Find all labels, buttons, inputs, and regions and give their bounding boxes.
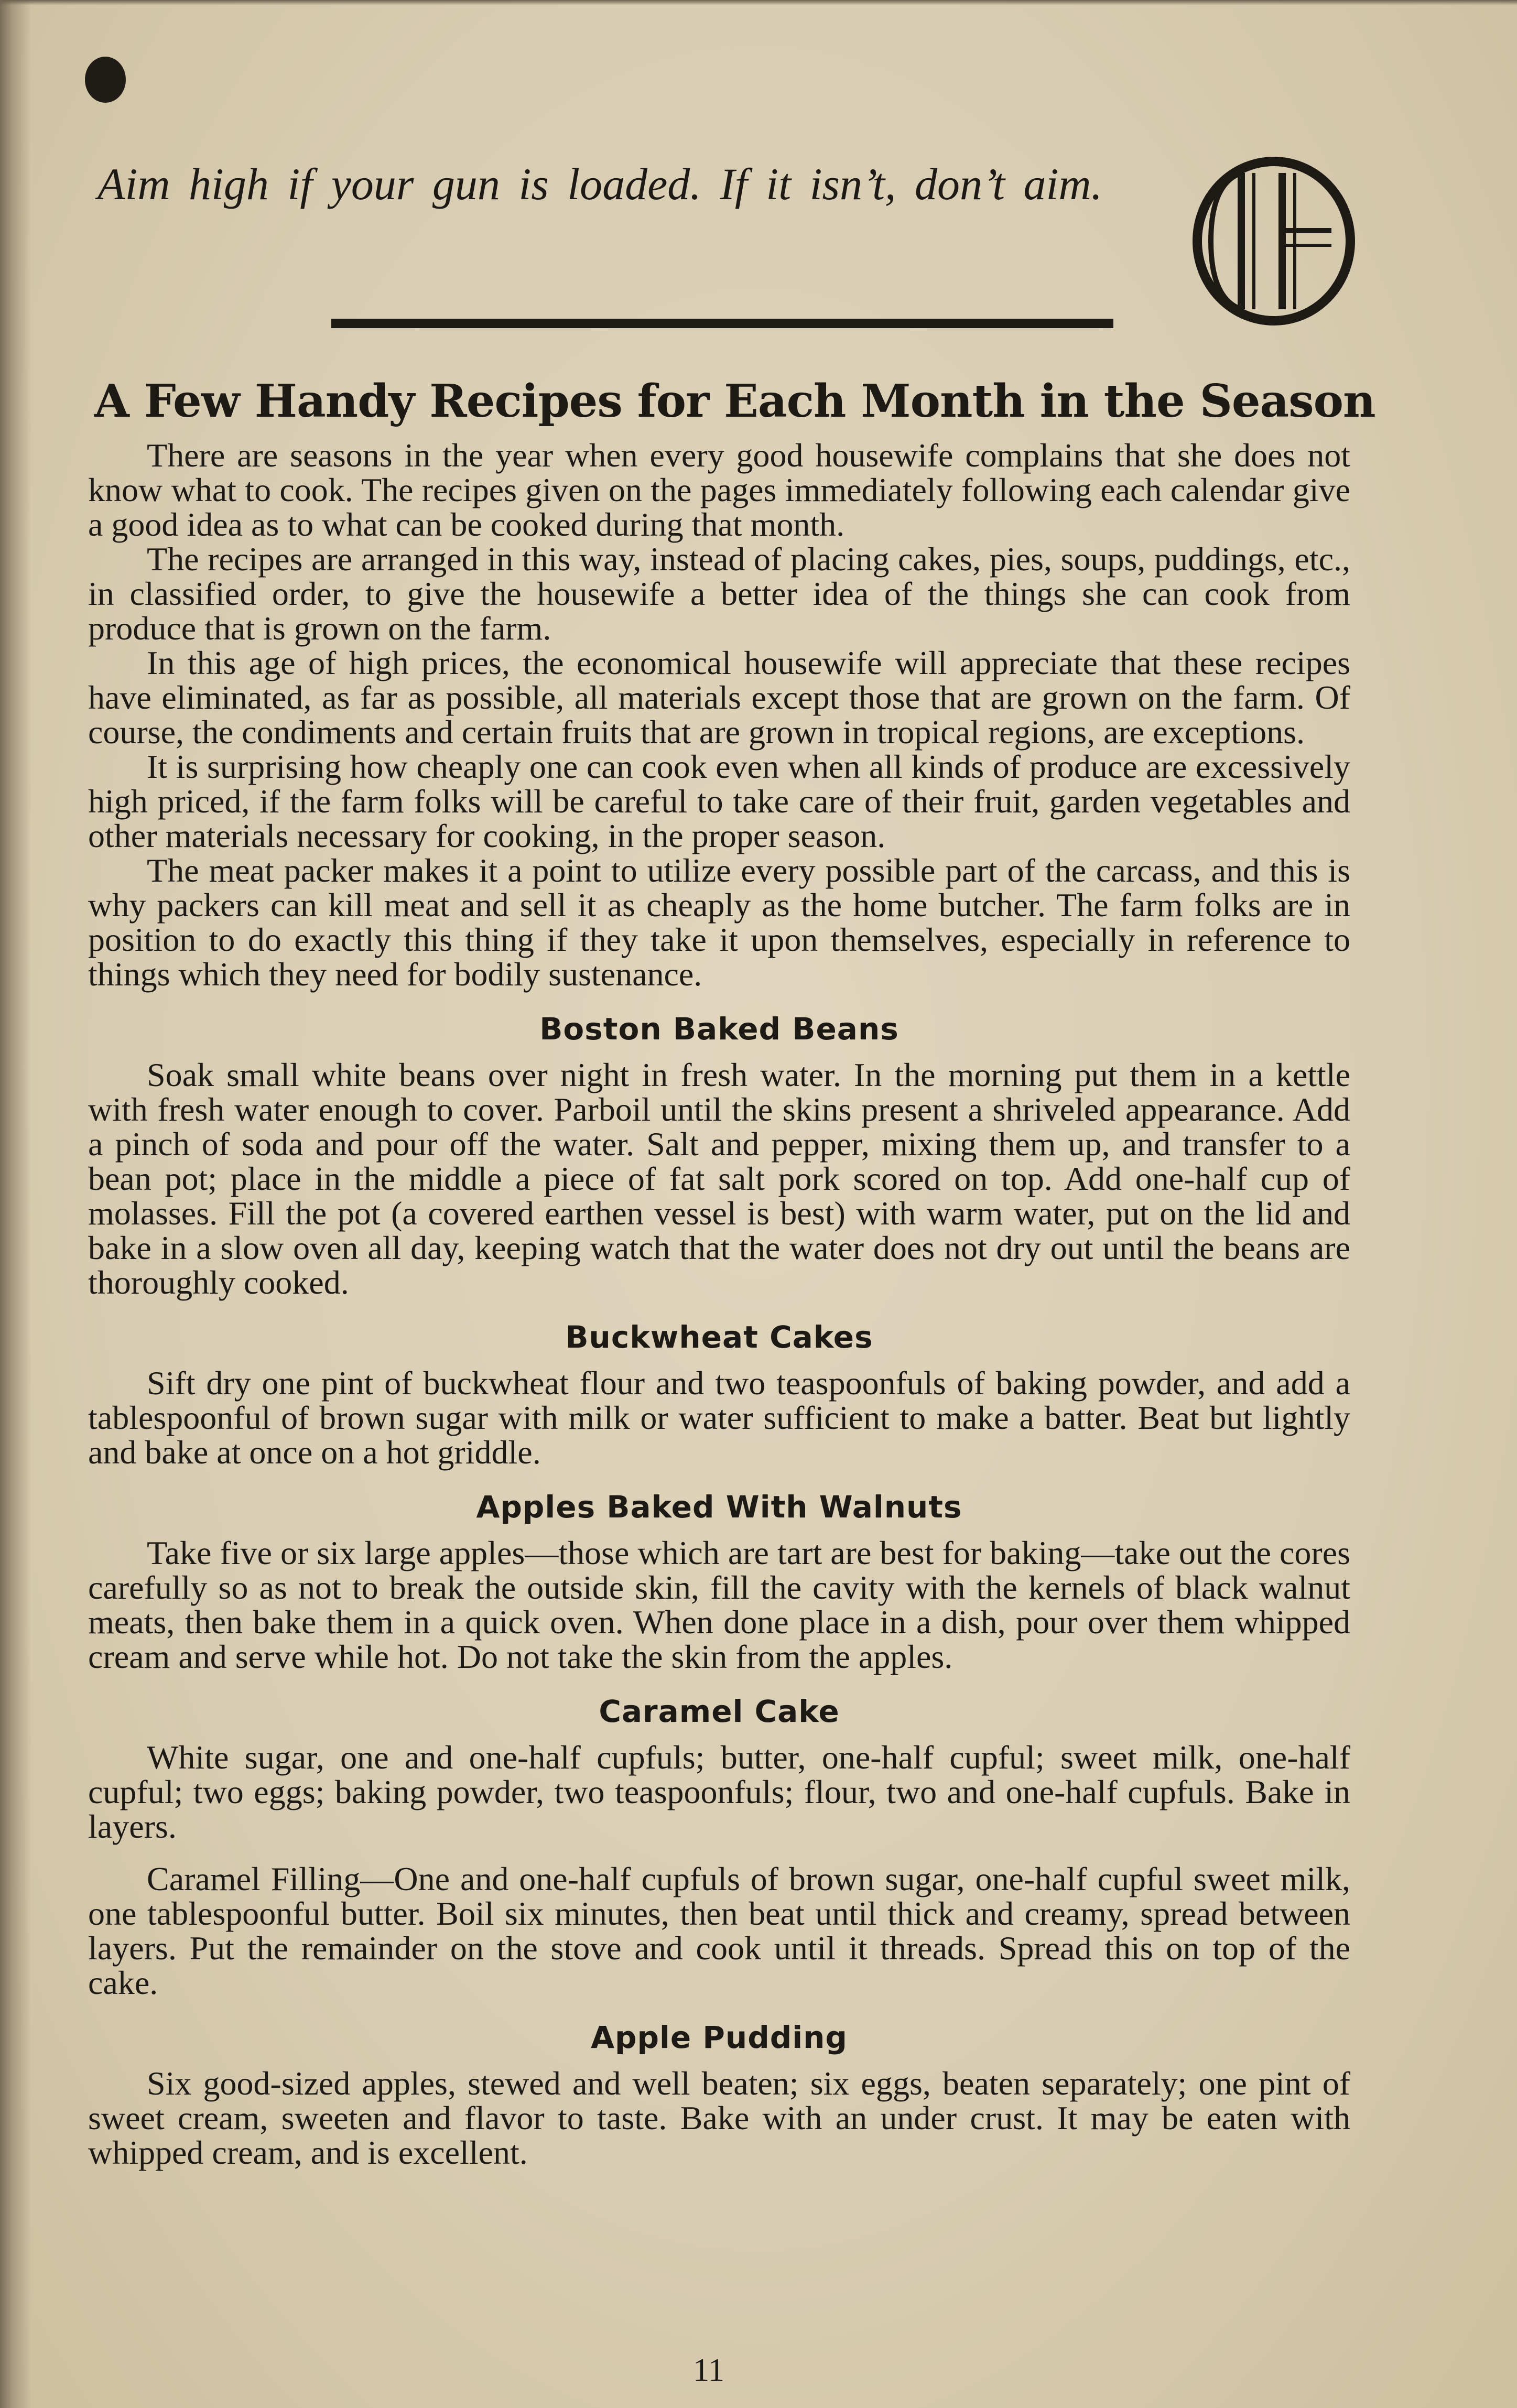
recipe-body: Six good-sized apples, stewed and well beaten; six eggs, beaten separately; one pint of sweet cream, sweeten and flavor to taste. Bake with an under crust. It may be eaten with whipped cream, and is excellent. (88, 2065, 1350, 2171)
recipe-body: White sugar, one and one-half cupfuls; butter, one-half cupful; sweet milk, one-half cupful; two eggs; baking powder, two teaspoonfuls; flour, two and one-half cupfuls. Bake in layers. (88, 1739, 1350, 1845)
recipe-body: Sift dry one pint of buckwheat flour and two teaspoonfuls of baking powder, and add a tablespoonful of brown sugar with milk or water sufficient to make a batter. Beat but lightly and bake at once on a hot griddle. (88, 1364, 1350, 1471)
recipe-title: Buckwheat Cakes (565, 1319, 873, 1355)
intro-paragraph: It is surprising how cheaply one can cook even when all kinds of produce are excessively high priced, if the farm folks will be careful to take care of their fruit, garden vegetables and other materials necessary for cooking, in the proper season. (88, 748, 1350, 854)
section-divider (331, 319, 1113, 328)
recipe-body: Soak small white beans over night in fresh water. In the morning put them in a kettle with fresh water enough to cover. Parboil until the skins present a shriveled appearance. Add a pinch of soda and pour off the water. Salt and pepper, mixing them up, and transfer to a bean pot; place in the middle a piece of fat salt pork scored on top. Add one-half cup of molasses. Fill the pot (a covered earthen vessel is best) with warm water, put on the lid and bake in a slow oven all day, keeping watch that the water does not dry out until the beans are thoroughly cooked. (88, 1056, 1350, 1301)
intro-paragraph: The meat packer makes it a point to utilize every possible part of the carcass, and this is why packers can kill meat and sell it as cheaply as the home butcher. The farm folks are in position to do exactly this thing if they take it upon themselves, especially in reference to things which they need for bodily sustenance. (88, 852, 1350, 993)
article-body (88, 438, 1350, 2170)
page-top-edge (0, 0, 1517, 5)
intro-paragraph: There are seasons in the year when every good housewife complains that she does not know what to cook. The recipes given on the pages immediately following each calendar give a good idea as to what can be cooked during that month. (88, 437, 1350, 543)
intro-paragraph: In this age of high prices, the economical housewife will appreciate that these recipes have eliminated, as far as possible, all materials except those that are grown on the farm. Of course, the condiments and certain fruits that are grown in tropical regions, are exceptions. (88, 644, 1350, 751)
page-title: A Few Handy Recipes for Each Month in the Season (94, 375, 1375, 428)
monogram-logo-icon (1190, 152, 1358, 330)
motto: Aim high if your gun is loaded. If it isn’t, don’t aim. (97, 159, 1102, 209)
recipe-body: Take five or six large apples—those which are tart are best for baking—take out the cores carefully so as not to break the outside skin, fill the cavity with the kernels of black walnut meats, then bake them in a quick oven. When done place in a dish, pour over them whipped cream and serve while hot. Do not take the skin from the apples. (88, 1534, 1350, 1675)
recipe-title: Apples Baked With Walnuts (476, 1489, 962, 1525)
recipe-title: Apple Pudding (591, 2020, 848, 2055)
page-number: 11 (693, 2352, 724, 2388)
recipe-filling: Caramel Filling—One and one-half cupfuls of brown sugar, one-half cupful sweet milk, one tablespoonful butter. Boil six minutes, then beat until thick and creamy, spread between layers. Put the remainder on the stove and cook until it threads. Spread this on top of the cake. (88, 1860, 1350, 2001)
intro-paragraph: The recipes are arranged in this way, instead of placing cakes, pies, soups, puddings, etc., in classified order, to give the housewife a better idea of the things she can cook from produce that is grown on the farm. (88, 540, 1350, 647)
recipe-title: Caramel Cake (599, 1694, 840, 1729)
page-gutter-shadow (0, 0, 31, 2408)
binding-hole (85, 57, 126, 103)
recipe-title: Boston Baked Beans (539, 1011, 899, 1047)
